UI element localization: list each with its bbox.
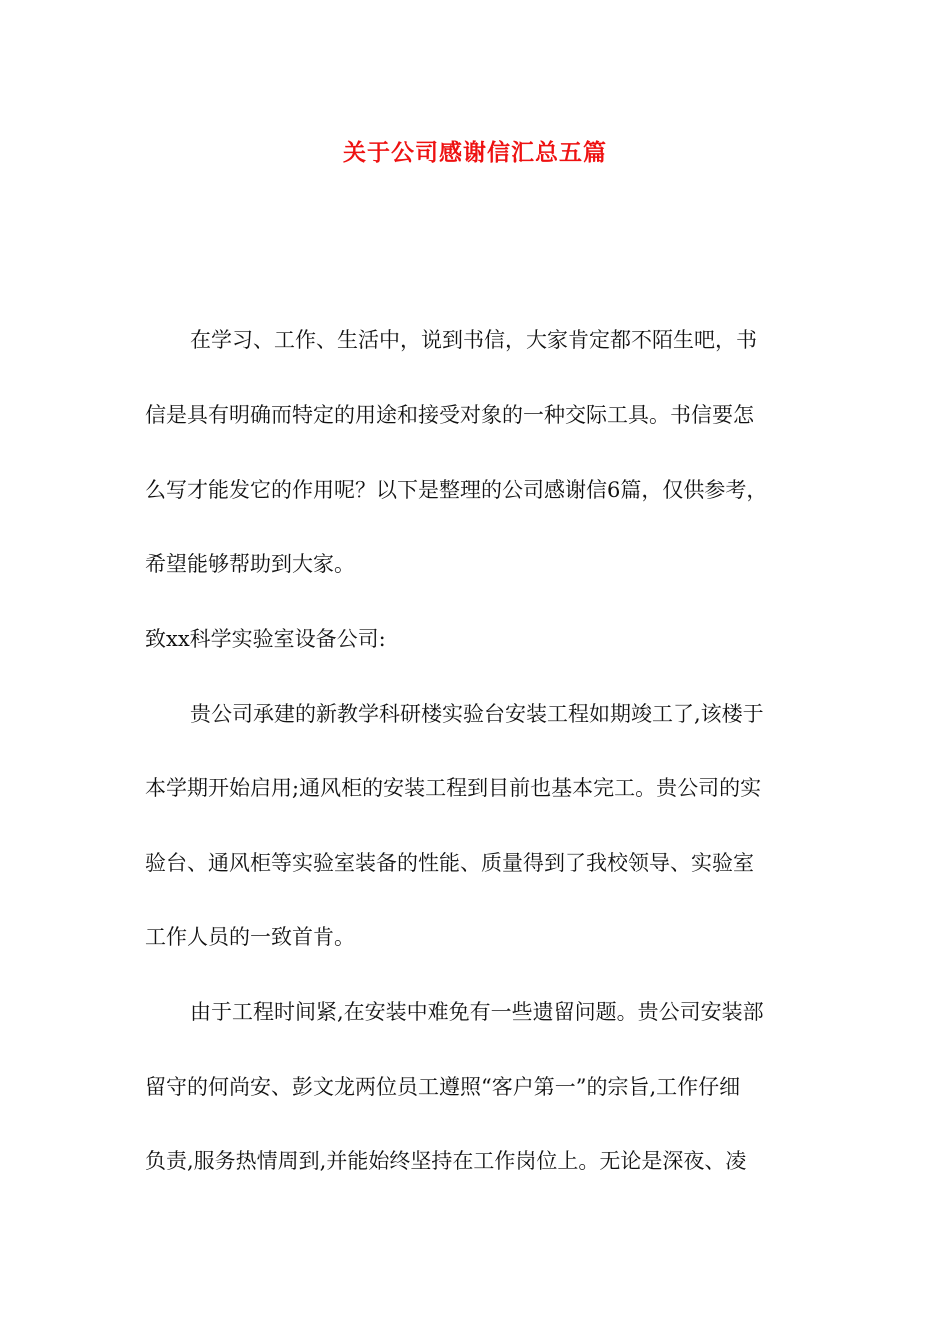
paragraph-line: 信是具有明确而特定的用途和接受对象的一种交际工具。书信要怎 <box>145 403 754 427</box>
paragraph-line: 由于工程时间紧,在安装中难免有一些遗留问题。贵公司安装部 <box>190 1000 764 1024</box>
paragraph-line: 本学期开始启用;通风柜的安装工程到目前也基本完工。贵公司的实 <box>145 776 762 800</box>
paragraph-line: 留守的何尚安、彭文龙两位员工遵照“客户第一”的宗旨,工作仔细 <box>145 1075 741 1099</box>
paragraph-line: 负责,服务热情周到,并能始终坚持在工作岗位上。无论是深夜、凌 <box>145 1149 747 1173</box>
paragraph-line: 在学习、工作、生活中，说到书信，大家肯定都不陌生吧，书 <box>190 328 757 352</box>
paragraph-line: 工作人员的一致首肯。 <box>145 925 355 949</box>
salutation-line: 致xx科学实验室设备公司: <box>145 627 386 651</box>
paragraph-line: 贵公司承建的新教学科研楼实验台安装工程如期竣工了,该楼于 <box>190 702 764 726</box>
paragraph-line: 希望能够帮助到大家。 <box>145 552 355 576</box>
paragraph-line: 验台、通风柜等实验室装备的性能、质量得到了我校领导、实验室 <box>145 851 754 875</box>
paragraph-line: 么写才能发它的作用呢？以下是整理的公司感谢信6篇，仅供参考， <box>145 478 768 502</box>
document-title: 关于公司感谢信汇总五篇 <box>343 140 607 166</box>
